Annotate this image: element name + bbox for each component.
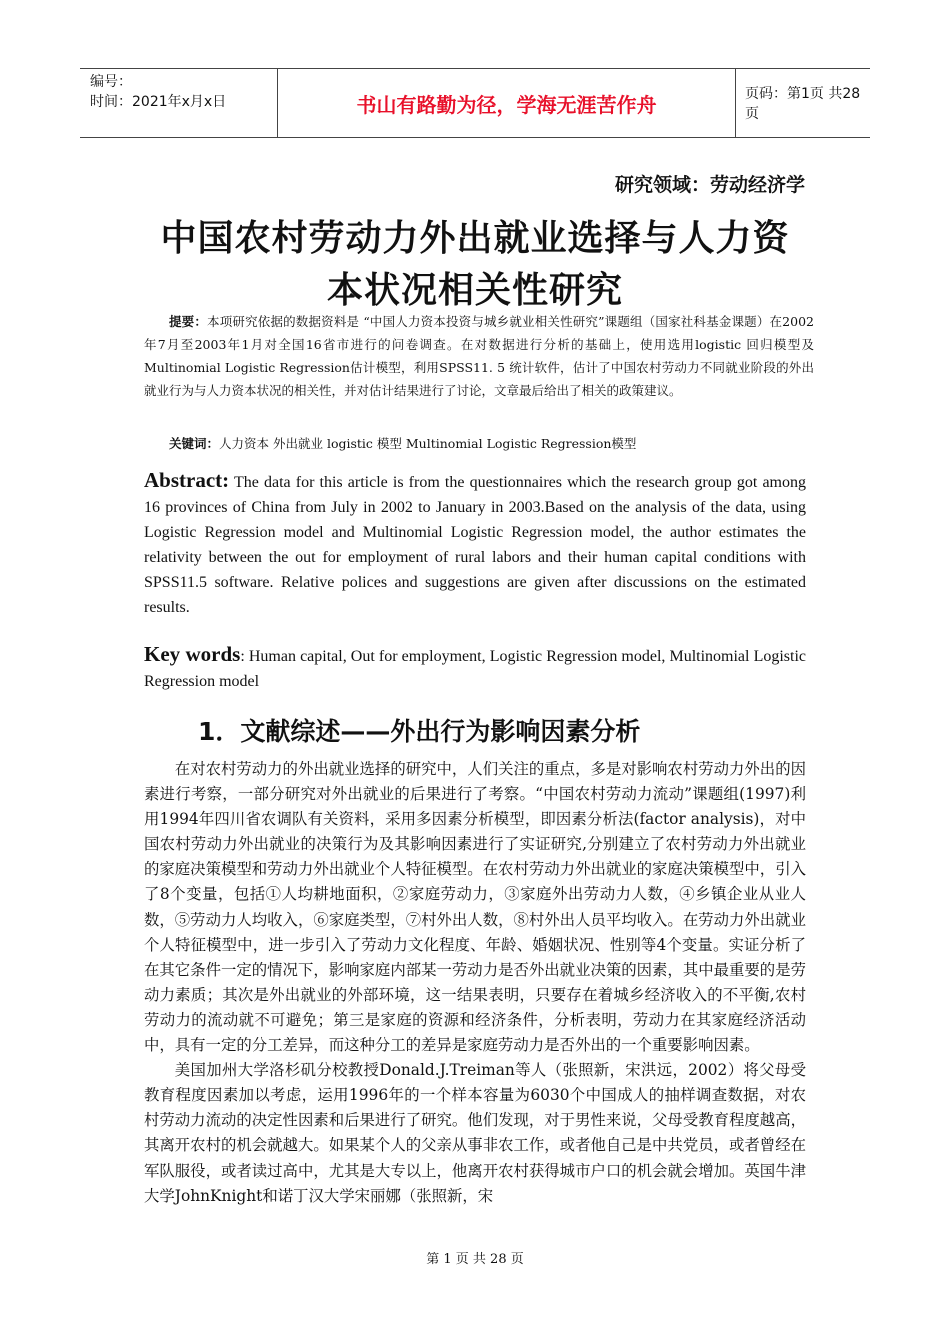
page-title	[140, 213, 810, 317]
doc-number-label: 编号：	[90, 74, 132, 90]
chinese-keywords-text: 人力资本 外出就业 logistic 模型 Multinomial Logistic Regression模型	[219, 436, 637, 451]
paragraph: 在对农村劳动力的外出就业选择的研究中，人们关注的重点，多是对影响农村劳动力外出的因素进行考察，一部分研究对外出就业的后果进行了考察。“中国农村劳动力流动”课题组(1997)利用1994年四川省农调队有关资料，采用多因素分析模型，即因素分析法(factor analysis)，对中国农村劳动力外出就业的决策行为及其影响因素进行了实证研究,分别建立了农村劳动力外出就业的家庭决策模型和劳动力外出就业个人特征模型。在农村劳动力外出就业的家庭决策模型中，引入了8个变量，包括①人均耕地面积，②家庭劳动力，③家庭外出劳动力人数，④乡镇企业从业人数，⑤劳动力人均收入，⑥家庭类型，⑦村外出人数，⑧村外出人员平均收入。在劳动力外出就业个人特征模型中，进一步引入了劳动力文化程度、年龄、婚姻状况、性别等4个变量。实证分析了在其它条件一定的情况下，影响家庭内部某一劳动力是否外出就业决策的因素，其中最重要的是劳动力素质；其次是外出就业的外部环境，这一结果表明，只要存在着城乡经济收入的不平衡,农村劳动力的流动就不可避免；第三是家庭的资源和经济条件，分析表明，劳动力在其家庭经济活动中，具有一定的分工差异，而这种分工的差异是家庭劳动力是否外出的一个重要影响因素。	[144, 760, 806, 1055]
chinese-abstract-text: 本项研究依据的数据资料是 “中国人力资本投资与城乡就业相关性研究”课题组（国家社科基金课题）在2002年7月至2003年1月对全国16省市进行的问卷调查。在对数据进行分析的基础上，使用选用logistic 回归模型及Multinomial Logistic Regression估计模型，利用SPSS11. 5 统计软件，估计了中国农村劳动力不同就业阶段的外出就业行为与人力资本状况的相关性，并对估计结果进行了讨论，文章最后给出了相关的政策建议。	[144, 314, 814, 398]
english-keywords	[144, 642, 806, 694]
header-motto: 书山有路勤为径，学海无涯苦作舟	[278, 69, 736, 137]
section-heading: 1．文献综述——外出行为影响因素分析	[198, 717, 641, 746]
doc-time-label: 时间：2021年x月x日	[90, 94, 227, 110]
english-abstract-text: The data for this article is from the questionnaires which the research group got among 16 provinces of China from July in 2002 to January in 2003.Based on the analysis of the data, using Logistic Regression model and Multinomial Logistic Regression model, the author estimates the relativity between the out for employment of rural labors and their human capital conditions with SPSS11.5 software. Relative polices and suggestions are given after discussions on the estimated results.	[144, 474, 806, 616]
english-abstract-label: Abstract:	[144, 468, 230, 492]
header-meta	[80, 69, 278, 137]
chinese-abstract-label: 提要：	[169, 314, 208, 329]
research-field: 研究领域：劳动经济学	[614, 174, 805, 196]
english-keywords-label: Key words	[144, 642, 241, 666]
english-keywords-text: : Human capital, Out for employment, Logistic Regression model, Multinomial Logistic Regression model	[144, 648, 807, 690]
paragraph: 美国加州大学洛杉矶分校教授Donald.J.Treiman等人（张照新，宋洪远，2002）将父母受教育程度因素加以考虑，运用1996年的一个样本容量为6030个中国成人的抽样调查数据，对农村劳动力流动的决定性因素和后果进行了研究。他们发现，对于男性来说，父母受教育程度越高，其离开农村的机会就越大。如果某个人的父亲从事非农工作，或者他自己是中共党员，或者曾经在军队服役，或者读过高中，尤其是大专以上，他离开农村获得城市户口的机会就会增加。英国牛津大学JohnKnight和诺丁汉大学宋丽娜（张照新，宋	[144, 1061, 806, 1205]
english-abstract	[144, 468, 806, 620]
body-text	[144, 757, 806, 1209]
chinese-keywords	[144, 434, 814, 454]
title-line-2: 本状况相关性研究	[326, 270, 623, 311]
page-header	[80, 68, 870, 138]
chinese-keywords-label: 关键词：	[169, 436, 220, 451]
header-page-info: 页码：第1页 共28页	[745, 86, 861, 122]
chinese-abstract	[144, 310, 814, 402]
title-line-1: 中国农村劳动力外出就业选择与人力资	[160, 218, 790, 259]
page-footer: 第 1 页 共 28 页	[426, 1252, 524, 1267]
